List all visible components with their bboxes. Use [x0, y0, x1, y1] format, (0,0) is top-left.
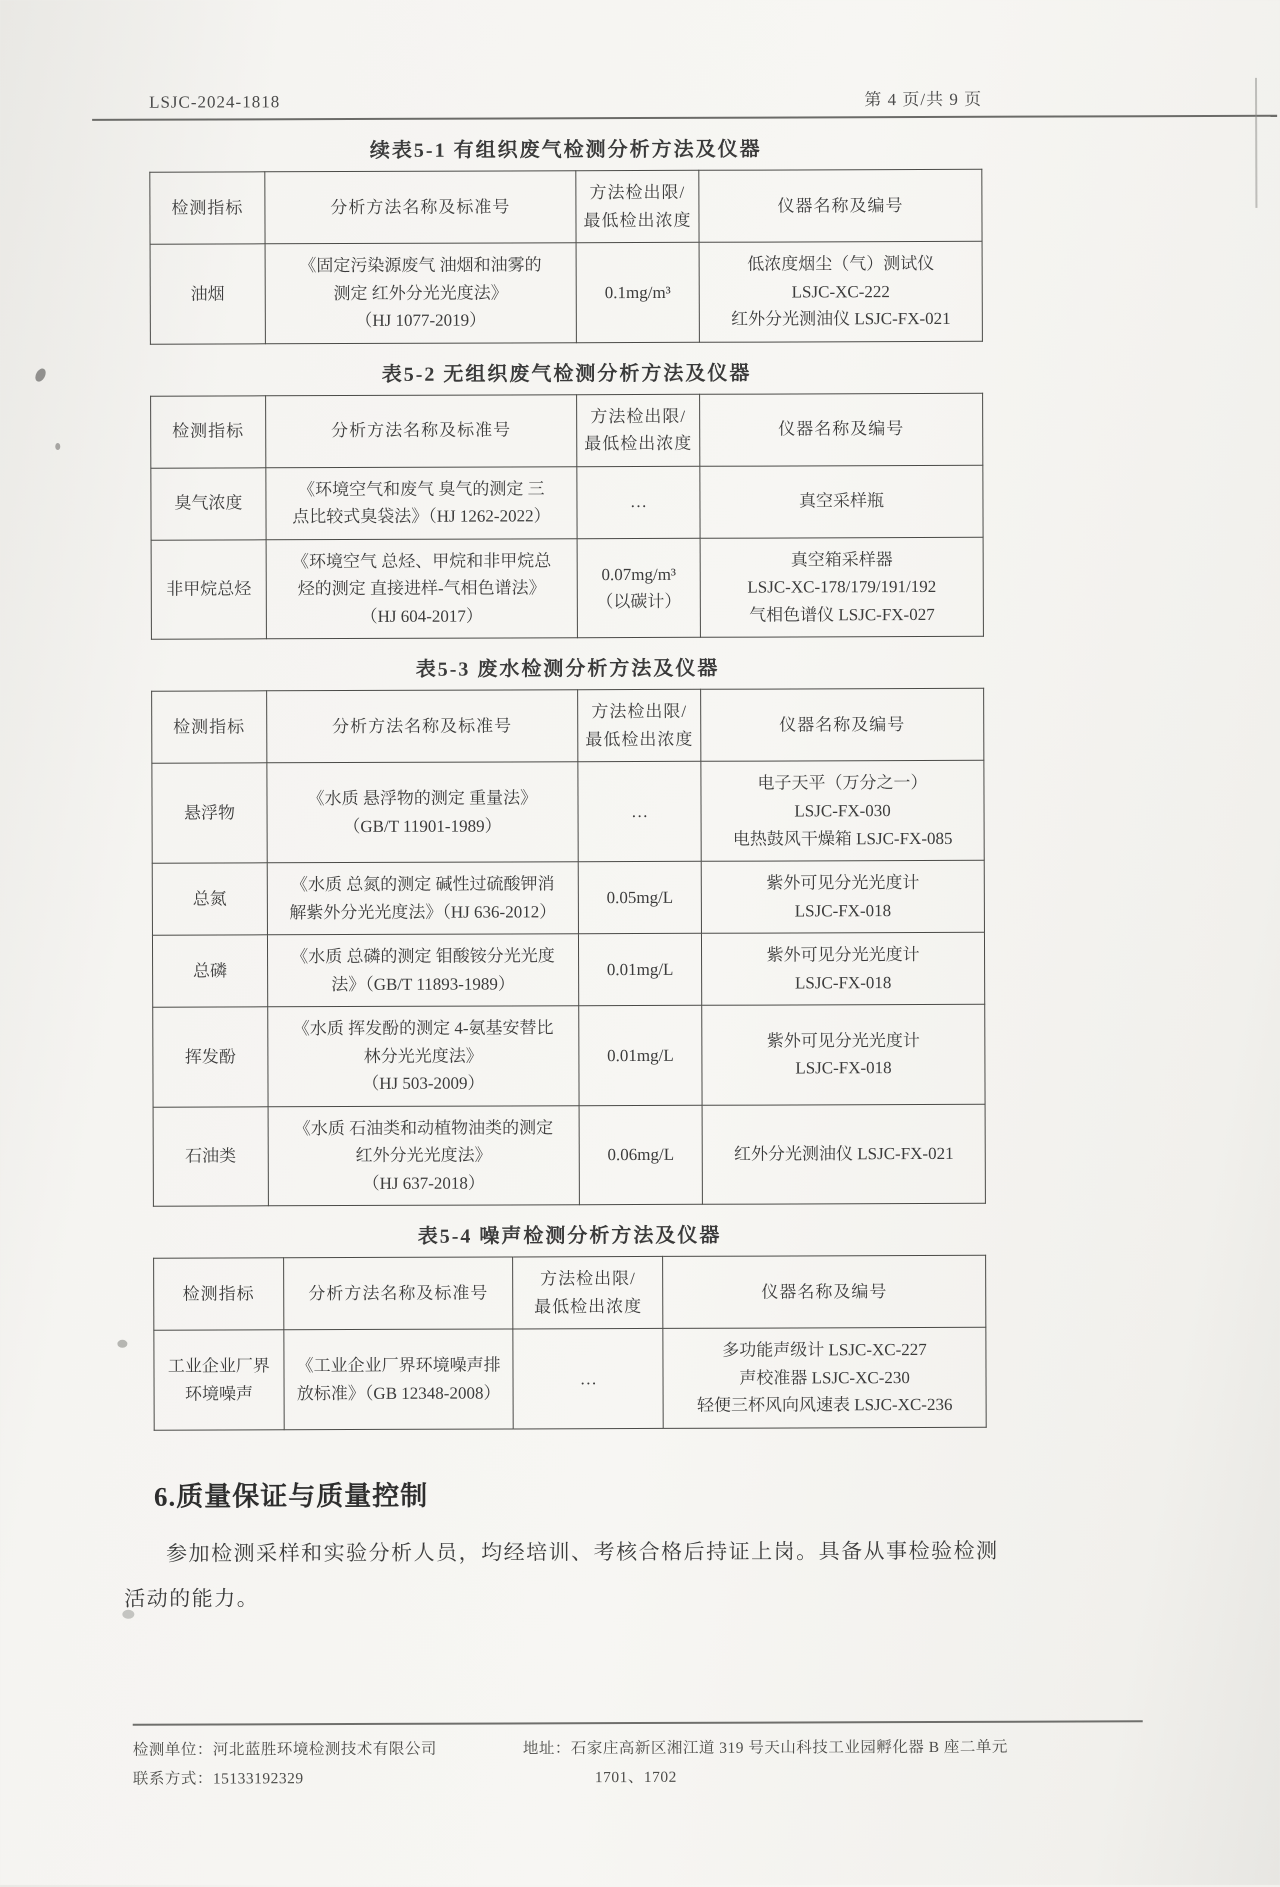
table-row [153, 1004, 985, 1106]
col-header-limit: 方法检出限/ 最低检出浓度 [577, 394, 700, 466]
cell-instrument: 红外分光测油仪 LSJC-FX-021 [702, 1104, 985, 1205]
col-header-instrument: 仪器名称及编号 [700, 393, 983, 466]
cell-instrument: 真空箱采样器 LSJC-XC-178/179/191/192 气相色谱仪 LSJC-FX-027 [700, 537, 983, 638]
cell-limit: 0.06mg/L [579, 1105, 702, 1205]
cell-method: 《水质 石油类和动植物油类的测定 红外分光光度法》 （HJ 637-2018） [268, 1105, 580, 1206]
footer-address-line1: 地址：石家庄高新区湘江道 319 号天山科技工业园孵化器 B 座二单元 [522, 1738, 1008, 1758]
cell-method: 《环境空气 总烃、甲烷和非甲烷总 烃的测定 直接进样-气相色谱法》 （HJ 604-2017） [266, 538, 578, 639]
table-row [150, 241, 982, 343]
section-paragraph: 参加检测采样和实验分析人员，均经培训、考核合格后持证上岗。具备从事检验检测活动的能力。 [124, 1538, 999, 1611]
col-header-limit: 方法检出限/ 最低检出浓度 [513, 1257, 663, 1330]
cell-indicator: 非甲烷总烃 [151, 540, 266, 640]
col-header-limit: 方法检出限/ 最低检出浓度 [578, 690, 701, 762]
table-row [151, 537, 983, 639]
cell-indicator: 总氮 [152, 863, 267, 935]
cell-method: 《水质 悬浮物的测定 重量法》 （GB/T 11901-1989） [267, 762, 579, 863]
cell-instrument: 电子天平（万分之一） LSJC-FX-030 电热鼓风干燥箱 LSJC-FX-085 [701, 761, 984, 862]
cell-method: 《环境空气和废气 臭气的测定 三 点比较式臭袋法》（HJ 1262-2022） [266, 466, 577, 539]
table-5-3-title: 表5-3 废水检测分析方法及仪器 [415, 658, 720, 682]
cell-indicator: 臭气浓度 [151, 468, 266, 540]
table-header-row [152, 689, 984, 764]
table-row [151, 465, 983, 540]
table-5-2 [150, 392, 984, 640]
cell-method: 《水质 挥发酚的测定 4-氨基安替比 林分光光度法》 （HJ 503-2009） [268, 1006, 580, 1107]
cell-limit: … [577, 466, 700, 538]
cell-indicator: 石油类 [153, 1107, 268, 1207]
page-number: 第 4 页/共 9 页 [864, 89, 983, 110]
table-row [153, 1104, 985, 1206]
page-header [92, 84, 1277, 121]
cell-method: 《水质 总氮的测定 碱性过硫酸钾消 解紫外分光光度法》（HJ 636-2012） [267, 862, 578, 935]
col-header-method: 分析方法名称及标准号 [266, 690, 577, 763]
cell-limit: … [578, 762, 701, 862]
table-row [152, 932, 984, 1007]
cell-indicator: 总磷 [152, 935, 267, 1007]
col-header-instrument: 仪器名称及编号 [699, 169, 982, 242]
cell-indicator: 油烟 [150, 244, 265, 344]
table-row [154, 1328, 986, 1430]
col-header-indicator: 检测指标 [154, 1258, 284, 1331]
scan-smudge [117, 1340, 127, 1348]
table-5-2-title: 表5-2 无组织废气检测分析方法及仪器 [381, 362, 752, 386]
scan-smudge [122, 1610, 134, 1619]
scan-smudge [55, 443, 60, 450]
table-header-row [150, 169, 982, 244]
table-5-4-title: 表5-4 噪声检测分析方法及仪器 [417, 1225, 722, 1249]
cell-instrument: 多功能声级计 LSJC-XC-227 声校准器 LSJC-XC-230 轻便三杯风向风速表 LSJC-XC-236 [663, 1328, 986, 1429]
col-header-instrument: 仪器名称及编号 [701, 689, 984, 762]
col-header-indicator: 检测指标 [151, 395, 266, 467]
section-heading: 6.质量保证与质量控制 [153, 1480, 429, 1512]
table-row [152, 860, 984, 935]
table-5-4 [153, 1255, 987, 1431]
cell-instrument: 紫外可见分光光度计 LSJC-FX-018 [702, 932, 985, 1005]
cell-limit: 0.07mg/m³ （以碳计） [577, 538, 700, 638]
cell-limit: 0.05mg/L [578, 861, 701, 933]
cell-indicator: 工业企业厂界 环境噪声 [154, 1330, 284, 1430]
cell-method: 《固定污染源废气 油烟和油雾的 测定 红外分光光度法》 （HJ 1077-2019） [265, 243, 577, 344]
page-footer [133, 1720, 1143, 1794]
table-header-row [151, 393, 983, 468]
cell-instrument: 紫外可见分光光度计 LSJC-FX-018 [701, 860, 984, 933]
cell-indicator: 悬浮物 [152, 763, 267, 863]
cell-instrument: 真空采样瓶 [700, 465, 983, 538]
table-5-1-title: 续表5-1 有组织废气检测分析方法及仪器 [369, 138, 762, 162]
footer-address-line2: 1701、1702 [594, 1769, 677, 1787]
scan-smudge [33, 367, 47, 384]
cell-limit: … [513, 1329, 663, 1429]
table-5-1 [149, 169, 983, 345]
col-header-method: 分析方法名称及标准号 [283, 1257, 513, 1330]
cell-limit: 0.01mg/L [579, 1005, 702, 1105]
footer-contact: 联系方式：15133192329 [132, 1770, 304, 1789]
footer-test-unit: 检测单位：河北蓝胜环境检测技术有限公司 [132, 1740, 437, 1759]
cell-instrument: 紫外可见分光光度计 LSJC-FX-018 [702, 1004, 985, 1105]
table-header-row [154, 1256, 986, 1331]
col-header-indicator: 检测指标 [150, 172, 265, 244]
table-row [152, 761, 984, 863]
table-5-3 [151, 688, 986, 1207]
col-header-limit: 方法检出限/ 最低检出浓度 [576, 170, 699, 242]
cell-limit: 0.1mg/m³ [576, 242, 699, 342]
cell-indicator: 挥发酚 [153, 1007, 268, 1107]
col-header-indicator: 检测指标 [152, 691, 267, 763]
col-header-method: 分析方法名称及标准号 [265, 394, 576, 467]
document-number: LSJC-2024-1818 [149, 92, 281, 112]
col-header-instrument: 仪器名称及编号 [663, 1256, 986, 1329]
cell-instrument: 低浓度烟尘（气）测试仪 LSJC-XC-222 红外分光测油仪 LSJC-FX-021 [699, 241, 982, 342]
page-content [124, 85, 999, 1622]
cell-limit: 0.01mg/L [578, 933, 701, 1005]
cell-method: 《工业企业厂界环境噪声排 放标准》（GB 12348-2008） [284, 1329, 514, 1429]
col-header-method: 分析方法名称及标准号 [265, 171, 576, 244]
cell-method: 《水质 总磷的测定 钼酸铵分光光度 法》（GB/T 11893-1989） [267, 934, 578, 1007]
